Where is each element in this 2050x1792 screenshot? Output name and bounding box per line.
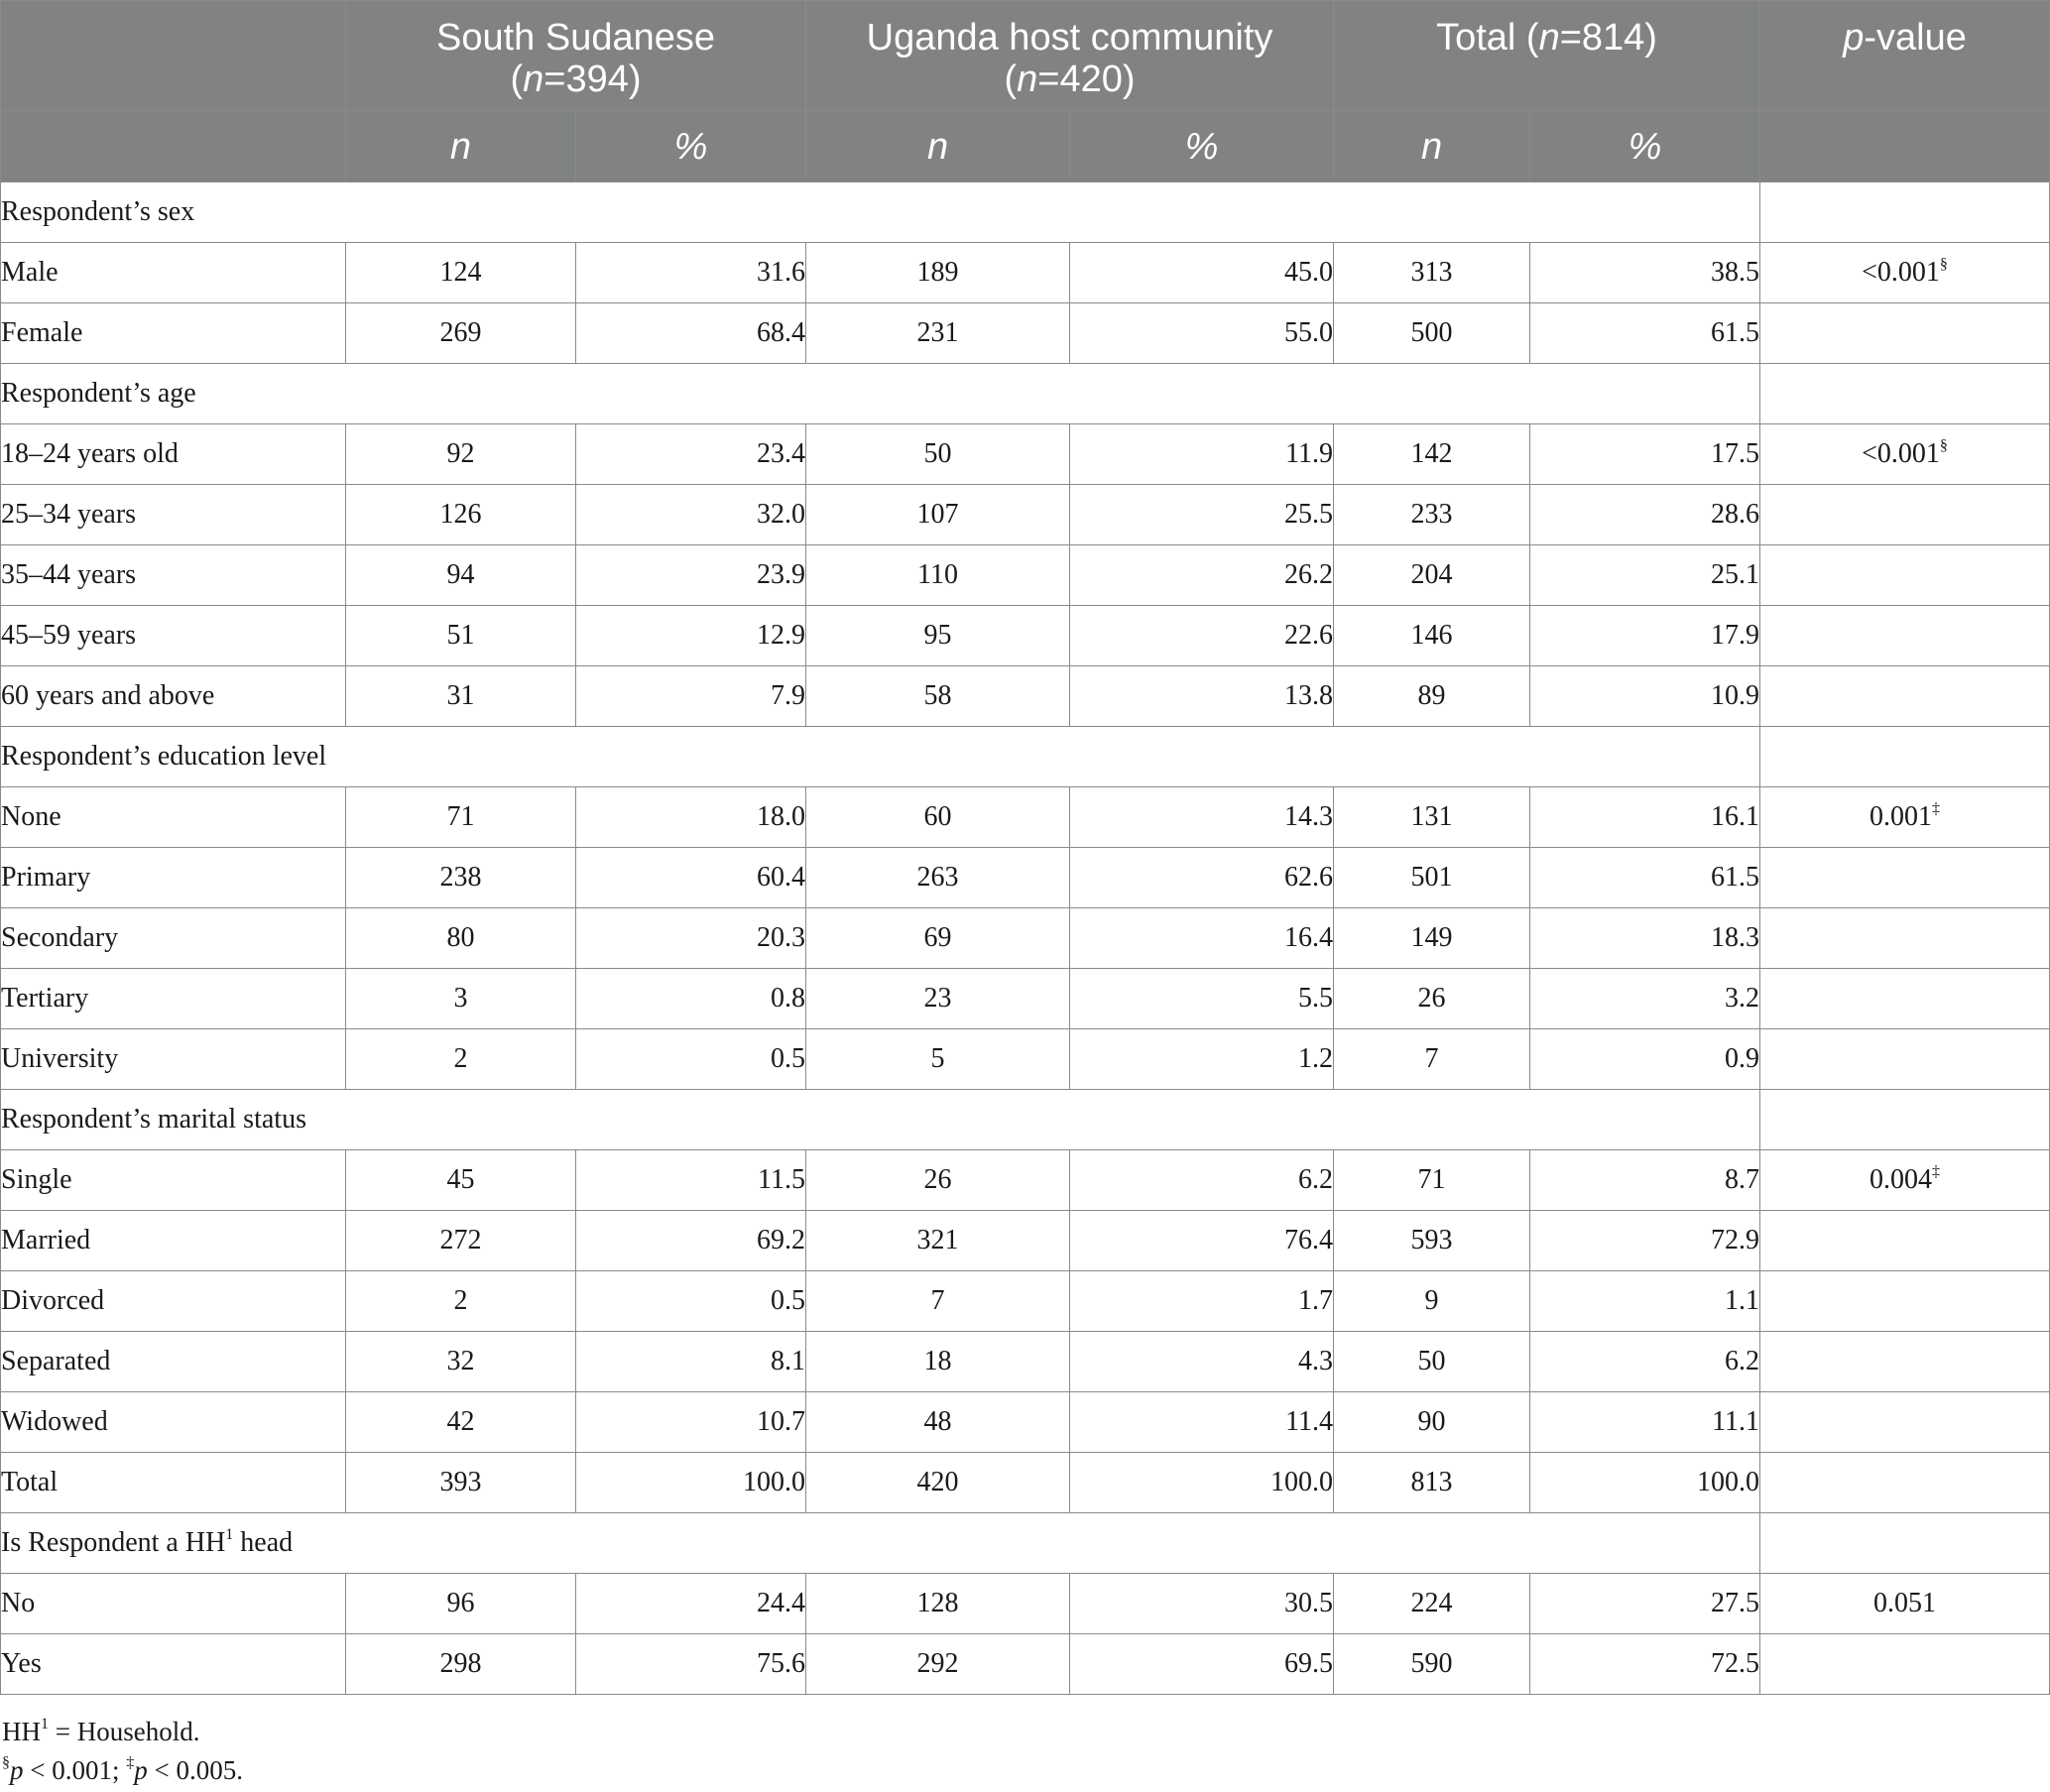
cell-percent: 22.6: [1070, 606, 1334, 666]
pvalue-cell: [1760, 1574, 2050, 1634]
section-title-text: Respondent’s age: [1, 378, 196, 409]
footnote-significance: [2, 1751, 243, 1790]
row-label: Separated: [1, 1332, 346, 1392]
pvalue-cell: [1760, 1029, 2050, 1090]
cell-count: 7: [1334, 1029, 1530, 1090]
cell-count: 32: [346, 1332, 576, 1392]
pvalue-cell: [1760, 303, 2050, 364]
header-n-value: =814): [1559, 17, 1657, 59]
pvalue-text: 0.004: [1869, 1164, 1933, 1195]
section-title-sup: 1: [225, 1525, 234, 1543]
pvalue-cell: [1760, 787, 2050, 848]
header-group-south-sudanese: [346, 1, 806, 111]
section-title: [1, 1090, 1760, 1150]
pvalue-cell: [1760, 1453, 2050, 1513]
table-row: [1, 1392, 2050, 1453]
cell-count: 89: [1334, 666, 1530, 727]
table-row: [1, 666, 2050, 727]
cell-count: 60: [806, 787, 1070, 848]
cell-percent: 24.4: [576, 1574, 806, 1634]
cell-count: 95: [806, 606, 1070, 666]
cell-count: 92: [346, 424, 576, 485]
header-group-label: Total (: [1436, 17, 1539, 59]
cell-percent: 4.3: [1070, 1332, 1334, 1392]
cell-percent: 27.5: [1530, 1574, 1760, 1634]
row-label: 18–24 years old: [1, 424, 346, 485]
cell-count: 501: [1334, 848, 1530, 908]
cell-percent: 17.5: [1530, 424, 1760, 485]
row-label: Widowed: [1, 1392, 346, 1453]
cell-percent: 100.0: [1530, 1453, 1760, 1513]
header-blank-cell: [1, 111, 346, 182]
cell-count: 50: [806, 424, 1070, 485]
header-n-value: =420): [1037, 59, 1136, 100]
cell-count: 593: [1334, 1211, 1530, 1271]
cell-percent: 100.0: [576, 1453, 806, 1513]
pvalue-text: <0.001: [1862, 438, 1940, 469]
header-group-label: South Sudanese: [436, 17, 716, 59]
table-row: [1, 969, 2050, 1029]
cell-count: 238: [346, 848, 576, 908]
cell-count: 2: [346, 1029, 576, 1090]
header-pvalue: [1760, 1, 2050, 111]
cell-count: 90: [1334, 1392, 1530, 1453]
pvalue-cell: [1760, 485, 2050, 545]
cell-count: 142: [1334, 424, 1530, 485]
pvalue-cell: [1760, 1150, 2050, 1211]
cell-percent: 16.1: [1530, 787, 1760, 848]
cell-percent: 23.4: [576, 424, 806, 485]
cell-count: 26: [1334, 969, 1530, 1029]
row-label: Tertiary: [1, 969, 346, 1029]
cell-count: 94: [346, 545, 576, 606]
table-row: [1, 606, 2050, 666]
pvalue-cell: [1760, 1634, 2050, 1695]
cell-percent: 0.8: [576, 969, 806, 1029]
section-row: [1, 1090, 2050, 1150]
cell-count: 269: [346, 303, 576, 364]
header-sub-n: n: [346, 111, 576, 182]
section-title: [1, 1513, 1760, 1574]
cell-percent: 5.5: [1070, 969, 1334, 1029]
cell-percent: 18.0: [576, 787, 806, 848]
header-n-symbol: n: [1538, 17, 1560, 59]
cell-count: 321: [806, 1211, 1070, 1271]
cell-percent: 30.5: [1070, 1574, 1334, 1634]
cell-count: 18: [806, 1332, 1070, 1392]
pvalue-cell: [1760, 606, 2050, 666]
cell-count: 5: [806, 1029, 1070, 1090]
cell-percent: 26.2: [1070, 545, 1334, 606]
pvalue-sup: §: [1939, 436, 1948, 454]
pvalue-cell: [1760, 243, 2050, 303]
pvalue-cell: [1760, 1211, 2050, 1271]
row-label: 60 years and above: [1, 666, 346, 727]
table-row: [1, 1634, 2050, 1695]
cell-count: 23: [806, 969, 1070, 1029]
footnote-text: = Household.: [49, 1717, 200, 1746]
cell-count: 263: [806, 848, 1070, 908]
cell-percent: 11.9: [1070, 424, 1334, 485]
table-row: [1, 1271, 2050, 1332]
cell-count: 71: [346, 787, 576, 848]
section-title: [1, 182, 1760, 243]
cell-percent: 6.2: [1530, 1332, 1760, 1392]
pvalue-cell: [1760, 1090, 2050, 1150]
cell-count: 107: [806, 485, 1070, 545]
cell-count: 131: [1334, 787, 1530, 848]
footnote-p: p: [10, 1755, 24, 1785]
pvalue-cell: [1760, 1271, 2050, 1332]
table-body: [1, 182, 2050, 1695]
cell-percent: 72.9: [1530, 1211, 1760, 1271]
pvalue-sup: §: [1939, 255, 1948, 273]
header-n-open: (: [510, 59, 524, 100]
cell-count: 272: [346, 1211, 576, 1271]
row-label: None: [1, 787, 346, 848]
footnote-text: HH: [2, 1717, 41, 1746]
row-label: No: [1, 1574, 346, 1634]
section-title-text: Respondent’s education level: [1, 741, 327, 772]
cell-count: 96: [346, 1574, 576, 1634]
header-n-value: =394): [543, 59, 642, 100]
cell-count: 80: [346, 908, 576, 969]
cell-count: 590: [1334, 1634, 1530, 1695]
cell-count: 231: [806, 303, 1070, 364]
cell-count: 393: [346, 1453, 576, 1513]
cell-count: 7: [806, 1271, 1070, 1332]
pvalue-cell: [1760, 727, 2050, 787]
cell-percent: 11.1: [1530, 1392, 1760, 1453]
cell-count: 813: [1334, 1453, 1530, 1513]
cell-count: 42: [346, 1392, 576, 1453]
cell-percent: 76.4: [1070, 1211, 1334, 1271]
cell-count: 189: [806, 243, 1070, 303]
header-sub-n: n: [806, 111, 1070, 182]
cell-percent: 55.0: [1070, 303, 1334, 364]
row-label: Female: [1, 303, 346, 364]
cell-count: 500: [1334, 303, 1530, 364]
header-group-uganda-host: [806, 1, 1334, 111]
cell-count: 71: [1334, 1150, 1530, 1211]
pvalue-cell: [1760, 848, 2050, 908]
cell-percent: 17.9: [1530, 606, 1760, 666]
table-row: [1, 545, 2050, 606]
pvalue-cell: [1760, 182, 2050, 243]
table-row: [1, 848, 2050, 908]
cell-count: 420: [806, 1453, 1070, 1513]
cell-percent: 6.2: [1070, 1150, 1334, 1211]
cell-percent: 8.7: [1530, 1150, 1760, 1211]
cell-count: 128: [806, 1574, 1070, 1634]
cell-count: 3: [346, 969, 576, 1029]
cell-percent: 69.5: [1070, 1634, 1334, 1695]
cell-count: 204: [1334, 545, 1530, 606]
cell-count: 124: [346, 243, 576, 303]
header-sub-pct: %: [1530, 111, 1760, 182]
cell-percent: 25.5: [1070, 485, 1334, 545]
header-group-label: Uganda host community: [866, 17, 1273, 59]
footnote-text: < 0.005.: [147, 1755, 243, 1785]
row-label: Total: [1, 1453, 346, 1513]
header-n-symbol: n: [1017, 59, 1038, 100]
cell-percent: 18.3: [1530, 908, 1760, 969]
pvalue-cell: [1760, 666, 2050, 727]
header-sub-pct: %: [576, 111, 806, 182]
cell-percent: 10.9: [1530, 666, 1760, 727]
cell-percent: 38.5: [1530, 243, 1760, 303]
table-row: [1, 908, 2050, 969]
footnote-household: [2, 1713, 243, 1751]
pvalue-cell: [1760, 545, 2050, 606]
row-label: Married: [1, 1211, 346, 1271]
section-title: [1, 364, 1760, 424]
row-label: University: [1, 1029, 346, 1090]
header-n-symbol: n: [523, 59, 544, 100]
cell-percent: 0.9: [1530, 1029, 1760, 1090]
section-title-text: head: [233, 1527, 294, 1558]
cell-count: 31: [346, 666, 576, 727]
row-label: 35–44 years: [1, 545, 346, 606]
cell-count: 58: [806, 666, 1070, 727]
cell-count: 110: [806, 545, 1070, 606]
header-row-groups: [1, 1, 2050, 111]
cell-count: 126: [346, 485, 576, 545]
cell-percent: 62.6: [1070, 848, 1334, 908]
cell-percent: 3.2: [1530, 969, 1760, 1029]
row-label: Yes: [1, 1634, 346, 1695]
pvalue-cell: [1760, 424, 2050, 485]
cell-percent: 16.4: [1070, 908, 1334, 969]
cell-percent: 72.5: [1530, 1634, 1760, 1695]
table-row: [1, 1332, 2050, 1392]
cell-percent: 0.5: [576, 1271, 806, 1332]
pvalue-text: 0.001: [1869, 801, 1933, 832]
row-label: Male: [1, 243, 346, 303]
cell-percent: 8.1: [576, 1332, 806, 1392]
row-label: Secondary: [1, 908, 346, 969]
pvalue-text: <0.001: [1862, 257, 1940, 288]
header-sub-n: n: [1334, 111, 1530, 182]
cell-percent: 100.0: [1070, 1453, 1334, 1513]
cell-percent: 11.5: [576, 1150, 806, 1211]
footnote-sup: 1: [41, 1716, 49, 1732]
row-label: 25–34 years: [1, 485, 346, 545]
cell-count: 26: [806, 1150, 1070, 1211]
section-row: [1, 182, 2050, 243]
cell-percent: 1.7: [1070, 1271, 1334, 1332]
cell-percent: 61.5: [1530, 303, 1760, 364]
pvalue-sup: ‡: [1932, 1162, 1941, 1180]
cell-count: 149: [1334, 908, 1530, 969]
row-label: Primary: [1, 848, 346, 908]
cell-percent: 45.0: [1070, 243, 1334, 303]
cell-percent: 23.9: [576, 545, 806, 606]
cell-count: 233: [1334, 485, 1530, 545]
cell-percent: 12.9: [576, 606, 806, 666]
footnote-sup: ‡: [126, 1754, 135, 1771]
header-pvalue-p: p: [1843, 17, 1865, 59]
pvalue-cell: [1760, 969, 2050, 1029]
cell-percent: 13.8: [1070, 666, 1334, 727]
cell-count: 45: [346, 1150, 576, 1211]
section-row: [1, 364, 2050, 424]
cell-percent: 14.3: [1070, 787, 1334, 848]
header-sub-pct: %: [1070, 111, 1334, 182]
table-row: [1, 243, 2050, 303]
pvalue-cell: [1760, 908, 2050, 969]
header-group-total: [1334, 1, 1760, 111]
cell-count: 9: [1334, 1271, 1530, 1332]
row-label: Divorced: [1, 1271, 346, 1332]
table-row: [1, 485, 2050, 545]
table-row: [1, 303, 2050, 364]
cell-percent: 75.6: [576, 1634, 806, 1695]
section-row: [1, 1513, 2050, 1574]
cell-count: 298: [346, 1634, 576, 1695]
pvalue-text: 0.051: [1873, 1588, 1937, 1618]
table-row: [1, 787, 2050, 848]
pvalue-cell: [1760, 1513, 2050, 1574]
cell-percent: 7.9: [576, 666, 806, 727]
cell-percent: 69.2: [576, 1211, 806, 1271]
cell-count: 51: [346, 606, 576, 666]
cell-count: 146: [1334, 606, 1530, 666]
table-row: [1, 1211, 2050, 1271]
table-row: [1, 1029, 2050, 1090]
header-n-open: (: [1004, 59, 1018, 100]
cell-count: 50: [1334, 1332, 1530, 1392]
header-pvalue-rest: -value: [1864, 17, 1967, 59]
table-footnotes: [2, 1713, 243, 1790]
section-title-text: Respondent’s sex: [1, 196, 195, 227]
cell-percent: 0.5: [576, 1029, 806, 1090]
pvalue-cell: [1760, 364, 2050, 424]
table-row: [1, 1453, 2050, 1513]
table-row: [1, 424, 2050, 485]
cell-count: 313: [1334, 243, 1530, 303]
cell-percent: 1.1: [1530, 1271, 1760, 1332]
row-label: Single: [1, 1150, 346, 1211]
cell-percent: 28.6: [1530, 485, 1760, 545]
pvalue-cell: [1760, 1332, 2050, 1392]
footnote-p: p: [134, 1755, 148, 1785]
header-blank-cell: [1760, 111, 2050, 182]
cell-percent: 25.1: [1530, 545, 1760, 606]
section-title: [1, 727, 1760, 787]
pvalue-sup: ‡: [1932, 799, 1941, 817]
footnote-sup: §: [2, 1754, 10, 1771]
cell-count: 2: [346, 1271, 576, 1332]
footnote-text: < 0.001;: [23, 1755, 127, 1785]
table-row: [1, 1574, 2050, 1634]
cell-count: 48: [806, 1392, 1070, 1453]
section-title-text: Respondent’s marital status: [1, 1104, 306, 1135]
row-label: 45–59 years: [1, 606, 346, 666]
pvalue-cell: [1760, 1392, 2050, 1453]
cell-percent: 60.4: [576, 848, 806, 908]
cell-percent: 10.7: [576, 1392, 806, 1453]
cell-count: 69: [806, 908, 1070, 969]
section-row: [1, 727, 2050, 787]
cell-percent: 31.6: [576, 243, 806, 303]
cell-count: 292: [806, 1634, 1070, 1695]
section-title-text: Is Respondent a HH: [1, 1527, 226, 1558]
header-row-sub: [1, 111, 2050, 182]
table-row: [1, 1150, 2050, 1211]
header-blank-cell: [1, 1, 346, 111]
cell-percent: 68.4: [576, 303, 806, 364]
cell-count: 224: [1334, 1574, 1530, 1634]
cell-percent: 11.4: [1070, 1392, 1334, 1453]
cell-percent: 1.2: [1070, 1029, 1334, 1090]
cell-percent: 32.0: [576, 485, 806, 545]
cell-percent: 20.3: [576, 908, 806, 969]
cell-percent: 61.5: [1530, 848, 1760, 908]
